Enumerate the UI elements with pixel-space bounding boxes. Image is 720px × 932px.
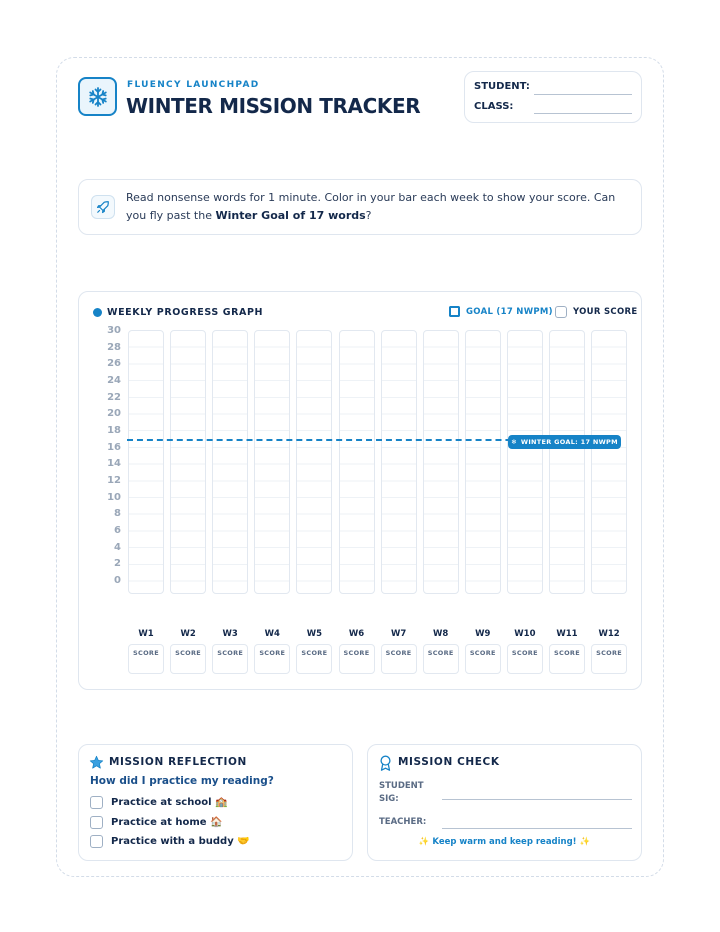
student-sig-label xyxy=(379,780,424,806)
option-home[interactable] xyxy=(90,816,222,829)
score-bar-w1[interactable] xyxy=(128,330,164,594)
week-label: W7 xyxy=(390,629,407,639)
instructions-goal-text: Winter Goal of 17 words xyxy=(215,209,366,222)
legend-goal-label: GOAL (17 NWPM) xyxy=(466,306,553,317)
rocket-icon-graphic xyxy=(96,200,110,214)
award-ribbon-icon xyxy=(379,755,392,771)
score-box-w10[interactable]: SCORE xyxy=(507,644,543,674)
week-label: W11 xyxy=(556,629,578,639)
y-tick-label: 30 xyxy=(107,325,121,336)
class-label: CLASS: xyxy=(474,101,514,112)
option-label: Practice with a buddy 🤝 xyxy=(111,836,250,847)
page-title: WINTER MISSION TRACKER xyxy=(126,94,421,118)
score-box-w9[interactable]: SCORE xyxy=(465,644,501,674)
option-label: Practice at home 🏠 xyxy=(111,817,223,828)
student-sig-label-line2: SIG: xyxy=(379,794,399,804)
week-label: W6 xyxy=(348,629,365,639)
y-tick-label: 2 xyxy=(114,558,121,570)
student-name-field[interactable] xyxy=(534,94,632,95)
legend-goal xyxy=(449,306,553,317)
score-box-w5[interactable]: SCORE xyxy=(296,644,332,674)
y-tick-label: 14 xyxy=(107,458,121,470)
y-tick-label: 24 xyxy=(107,375,121,386)
option-label: Practice at school 🏫 xyxy=(111,797,228,808)
week-label: W5 xyxy=(306,629,323,639)
y-axis xyxy=(99,292,121,691)
score-bar-w4[interactable] xyxy=(254,330,290,594)
dashed-square-icon xyxy=(449,306,460,317)
y-tick-label: 6 xyxy=(114,525,121,536)
score-box-w12[interactable]: SCORE xyxy=(591,644,627,674)
snowflake-icon xyxy=(87,86,109,108)
student-sig-label-line1: STUDENT xyxy=(379,781,424,791)
kicker-label: FLUENCY LAUNCHPAD xyxy=(127,80,260,90)
score-bar-w3[interactable] xyxy=(212,330,248,594)
instructions-text-part: Read nonsense words for 1 minute. Color in your bar each week to show your score. Can you fly past the xyxy=(126,191,616,222)
score-bar-w7[interactable] xyxy=(381,330,417,594)
score-box-w7[interactable]: SCORE xyxy=(381,644,417,674)
teacher-label: TEACHER: xyxy=(379,817,427,827)
teacher-signature-field[interactable] xyxy=(442,828,632,829)
empty-square-icon xyxy=(555,306,567,318)
y-tick-label: 28 xyxy=(107,341,121,353)
option-buddy[interactable] xyxy=(90,835,250,848)
week-label: W10 xyxy=(514,629,536,639)
sparkle-icon: ✨ xyxy=(418,837,430,847)
y-tick-label: 0 xyxy=(114,575,121,586)
instructions-text-end: ? xyxy=(365,209,372,222)
reflection-title: MISSION REFLECTION xyxy=(109,756,247,768)
student-info-card xyxy=(464,71,642,123)
legend-score-label: YOUR SCORE xyxy=(573,307,638,317)
score-bar-w9[interactable] xyxy=(465,330,501,594)
week-label: W2 xyxy=(180,629,196,639)
y-tick-label: 10 xyxy=(107,491,121,503)
week-label: W9 xyxy=(475,629,491,639)
score-bar-w6[interactable] xyxy=(339,330,375,594)
y-tick-label: 8 xyxy=(114,508,121,520)
rocket-icon xyxy=(91,195,115,219)
y-tick-label: 18 xyxy=(107,425,121,436)
score-box-w11[interactable]: SCORE xyxy=(549,644,585,674)
snowflake-logo xyxy=(78,77,117,116)
score-bar-w12[interactable] xyxy=(591,330,627,594)
footnote-text: Keep warm and keep reading! xyxy=(432,837,577,847)
student-signature-field[interactable] xyxy=(442,799,632,800)
y-tick-label: 22 xyxy=(107,391,121,403)
mission-check-card xyxy=(367,744,642,861)
score-box-w8[interactable]: SCORE xyxy=(423,644,459,674)
checkbox[interactable] xyxy=(90,816,103,829)
goal-badge-label: WINTER GOAL: 17 NWPM xyxy=(520,438,618,446)
y-tick-label: 20 xyxy=(107,408,121,420)
sparkle-icon: ✨ xyxy=(579,837,591,847)
mission-reflection-card xyxy=(78,744,353,861)
y-tick-label: 4 xyxy=(114,541,121,553)
y-tick-label: 12 xyxy=(107,475,121,486)
star-icon xyxy=(89,755,104,770)
class-name-field[interactable] xyxy=(534,113,632,114)
reflection-question: How did I practice my reading? xyxy=(90,775,274,787)
week-label: W8 xyxy=(433,629,449,639)
snowflake-small-icon: ❄ xyxy=(511,438,517,446)
score-box-w1[interactable]: SCORE xyxy=(128,644,164,674)
student-label: STUDENT: xyxy=(474,81,530,92)
score-bar-w11[interactable] xyxy=(549,330,585,594)
week-label: W3 xyxy=(222,629,238,639)
option-school[interactable] xyxy=(90,796,227,809)
score-bar-w5[interactable] xyxy=(296,330,332,594)
week-label: W4 xyxy=(264,629,280,639)
y-tick-label: 26 xyxy=(107,358,121,370)
checkbox[interactable] xyxy=(90,796,103,809)
instructions-card xyxy=(78,179,642,235)
score-bar-w8[interactable] xyxy=(423,330,459,594)
week-label: W1 xyxy=(138,629,154,639)
instructions-text xyxy=(126,189,634,225)
footnote xyxy=(368,837,641,847)
checkbox[interactable] xyxy=(90,835,103,848)
legend-score xyxy=(555,306,637,318)
progress-graph-panel xyxy=(78,291,642,690)
week-label: W12 xyxy=(598,629,620,639)
score-box-w6[interactable]: SCORE xyxy=(339,644,375,674)
score-bar-w10[interactable] xyxy=(507,330,543,594)
check-title: MISSION CHECK xyxy=(398,756,500,768)
goal-badge xyxy=(508,435,621,449)
y-tick-label: 16 xyxy=(107,441,121,453)
score-bar-w2[interactable] xyxy=(170,330,206,594)
score-box-w2[interactable]: SCORE xyxy=(170,644,206,674)
graph-title: WEEKLY PROGRESS GRAPH xyxy=(107,307,264,318)
score-box-w4[interactable]: SCORE xyxy=(254,644,290,674)
score-box-w3[interactable]: SCORE xyxy=(212,644,248,674)
